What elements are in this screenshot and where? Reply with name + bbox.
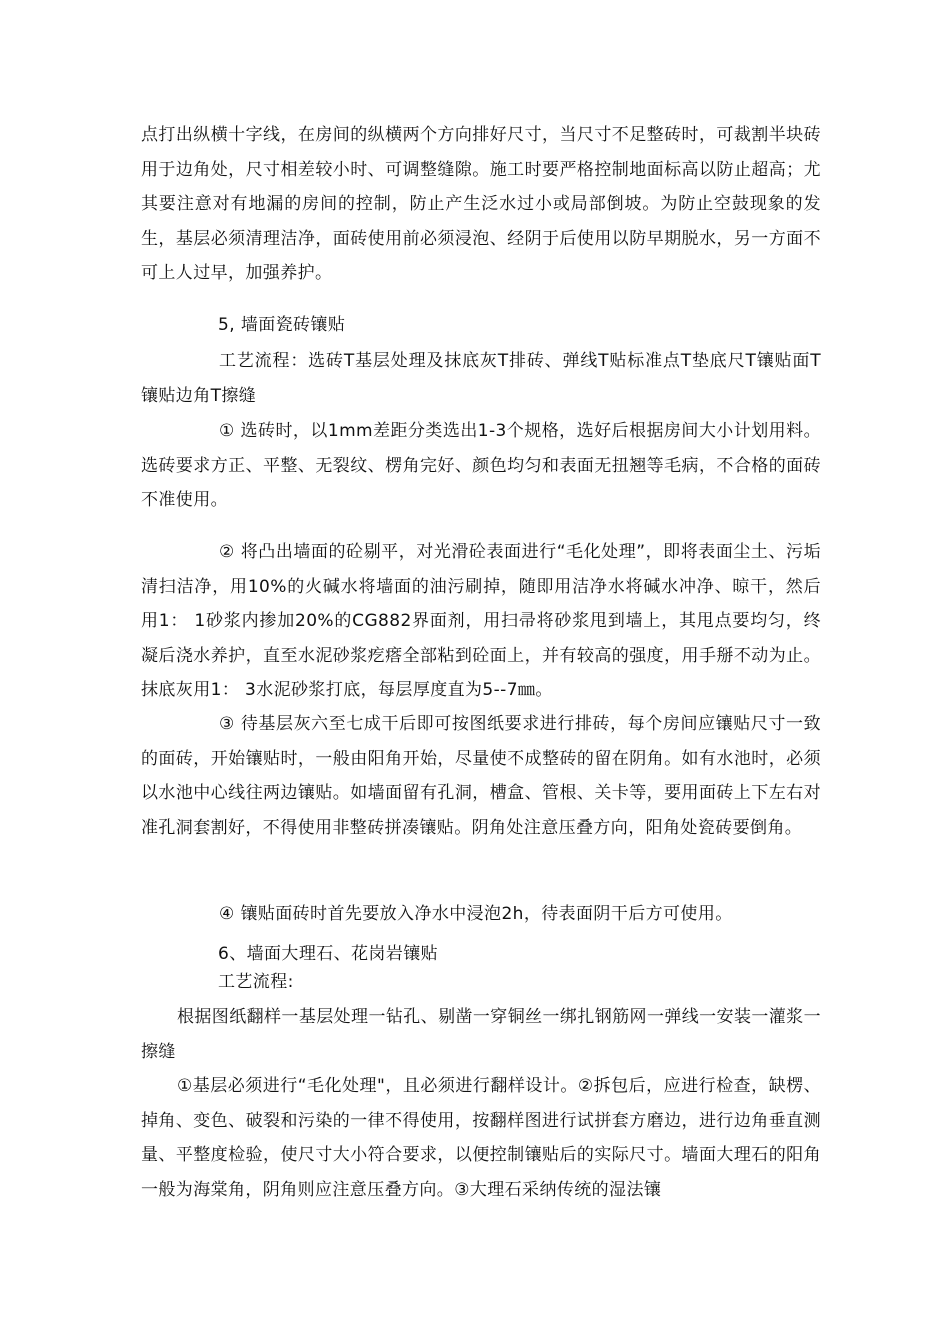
paragraph-process-label: 工艺流程: [218, 972, 294, 992]
paragraph-marble-details: ①基层必须进行“毛化处理"，且必须进行翻样设计。②拆包后，应进行检查，缺楞、掉角、变色、破裂和污染的一律不得使用，按翻样图进行试拼套方磨边，进行边角垂直测量、平整度检验，使尺寸大小符合要求，以便控制镶贴后的实际尺寸。墙面大理石的阳角一般为海棠角，阴角则应注意压叠方向。③大理石采纳传统的湿法镶 [141, 1076, 821, 1200]
paragraph-step-1: ① 选砖时，以1mm差距分类选出1-3个规格，选好后根据房间大小计划用料。选砖要求方正、平整、无裂纹、楞角完好、颜色均匀和表面无扭翘等毛病，不合格的面砖不准使用。 [141, 421, 821, 511]
paragraph-tile-layout: 点打出纵横十字线，在房间的纵横两个方向排好尺寸，当尺寸不足整砖时，可裁割半块砖用于边角处，尺寸相差较小时、可调整缝隙。施工时要严格控制地面标高以防止超高；尤其要注意对有地漏的房间的控制，防止产生泛水过小或局部倒坡。为防止空鼓现象的发生，基层必须清理洁净，面砖使用前必须浸泡、经阴于后使用以防早期脱水，另一方面不可上人过早，加强养护。 [141, 125, 821, 284]
section-heading-marble-granite: 6、墙面大理石、花岗岩镶贴 [218, 944, 439, 964]
paragraph-process-sequence: 根据图纸翻样一基层处理一钻孔、剔凿一穿铜丝一绑扎钢筋网一弹线一安装一灌浆一擦缝 [141, 1007, 821, 1062]
section-heading-wall-tile: 5, 墙面瓷砖镶贴 [218, 315, 346, 335]
paragraph-step-4: ④ 镶贴面砖时首先要放入净水中浸泡2h，待表面阴干后方可使用。 [219, 904, 733, 924]
paragraph-process-flow: 工艺流程：选砖T基层处理及抹底灰T排砖、弹线T贴标准点T垫底尺T镶贴面T镶贴边角T擦缝 [141, 351, 821, 406]
paragraph-step-3: ③ 待基层灰六至七成干后即可按图纸要求进行排砖，每个房间应镶贴尺寸一致的面砖，开始镶贴时，一般由阳角开始，尽量使不成整砖的留在阴角。如有水池时，必须以水池中心线往两边镶贴。如墙面留有孔洞，槽盒、管根、关卡等，要用面砖上下左右对准孔洞套割好，不得使用非整砖拼凑镶贴。阴角处注意压叠方向，阳角处瓷砖要倒角。 [141, 714, 821, 838]
paragraph-step-2: ② 将凸出墙面的砼剔平，对光滑砼表面进行“毛化处理”，即将表面尘土、污垢清扫洁净，用10%的火碱水将墙面的油污刷掉，随即用洁净水将碱水冲净、晾干，然后用1： 1砂浆内掺加20%的CG882界面剂，用扫帚将砂浆甩到墙上，其甩点要均匀，终凝后浇水养护，直至水泥砂浆疙瘩全部粘到砼面上，并有较高的强度，用手掰不动为止。抹底灰用1： 3水泥砂浆打底，每层厚度直为5--7㎜。 [141, 542, 821, 701]
